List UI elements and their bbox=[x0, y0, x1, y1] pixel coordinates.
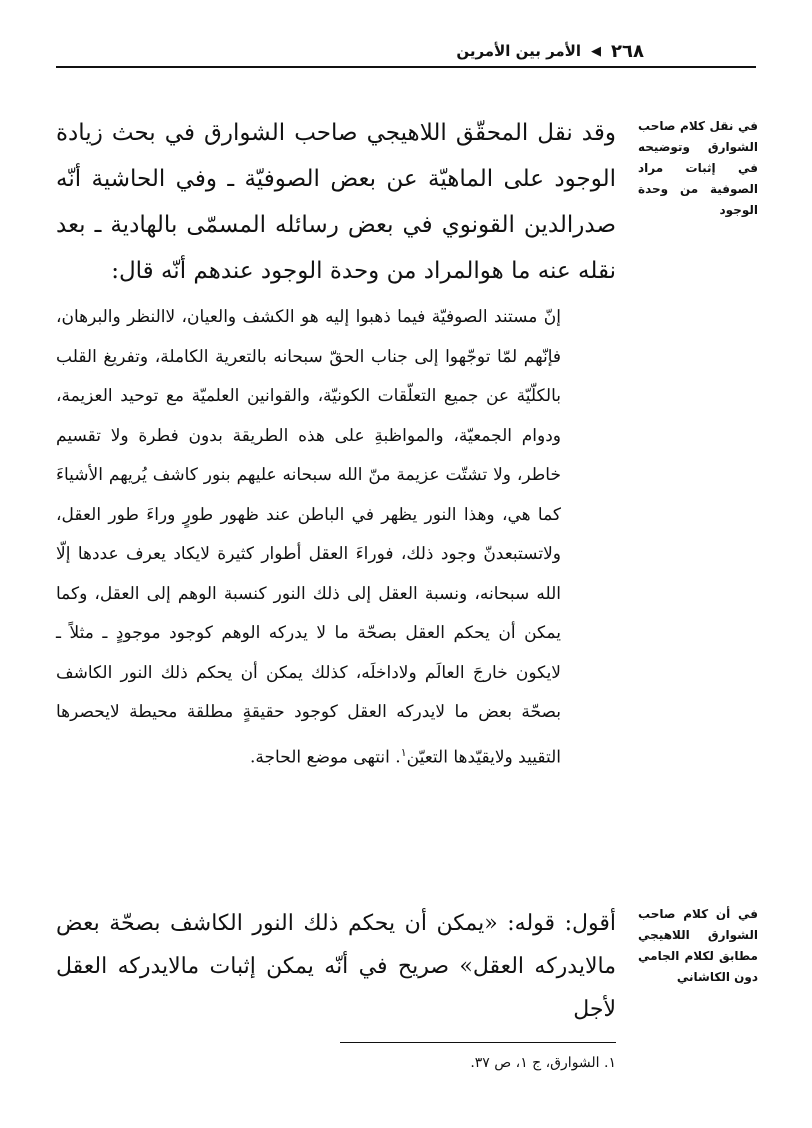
footnote: ١. الشوارق، ج ١، ص ٣٧. bbox=[470, 1055, 616, 1071]
page-header bbox=[134, 40, 644, 62]
body-paragraph-2: أقول: قوله: «يمكن أن يحكم ذلك النور الكاشف بصحّة بعض مالايدركه العقل» صريح في أنّه يمكن إثبات مالايدركه العقل لأجل bbox=[56, 911, 616, 1022]
arrow-left-icon: ◀ bbox=[591, 43, 602, 59]
footnote-reference[interactable]: ١ bbox=[400, 745, 407, 759]
quotation-end: . انتهى موضع الحاجة. bbox=[250, 747, 401, 768]
footnote-rule bbox=[340, 1042, 616, 1043]
margin-note-2: في أن كلام صاحب الشوارق اللاهيجي مطابق لكلام الجامي دون الكاشاني bbox=[638, 907, 758, 984]
running-title: الأمر بين الأمرين bbox=[456, 42, 582, 60]
header-rule bbox=[56, 66, 756, 68]
quotation-text: إنّ مستند الصوفيّة فيما ذهبوا إليه هو الكشف والعيان، لاالنظر والبرهان، فإنّهم لمّا توجّهوا إلى جناب الحقّ سبحانه بالتعرية الكاملة، وتفريغ القلب بالكلّيّة عن جميع التعلّقات الكونيّة، والقوانين العلميّة مع توحيد العزيمة، ودوام الجمعيّة، والمواظبةِ على هذه الطريقة بدون فطرة ولا تقسيم خاطر، ولا تشتّت عزيمة منّ الله سبحانه عليهم بنور كاشف يُريهم الأشياءَ كما هي، وهذا النور يظهر في الباطن عند ظهور طورٍ وراءَ طور العقل، ولاتستبعدنّ وجود ذلك، فوراءَ العقل أطوار كثيرة لايكاد يعرف عددها إلّا الله سبحانه، ونسبة العقل إلى ذلك النور كنسبة الوهم إلى العقل، وكما يمكن أن يحكم العقل بصحّة ما لا يدركه الوهم كوجود موجودٍ ـ مثلاً ـ لايكون خارجَ العالَم ولاداخلَه، كذلك يمكن أن يحكم ذلك النور الكاشف بصحّة بعض ما لايدركه العقل كوجود حقيقةٍ مطلقة محيطة لايحصرها التقييد ولايقيّدها التعيّن bbox=[56, 307, 561, 768]
margin-note-1: في نقل كلام صاحب الشوارق وتوضيحه في إثبات مراد الصوفية من وحدة الوجود bbox=[638, 119, 758, 217]
page-number: ٢٦٨ bbox=[611, 40, 644, 62]
quotation-block bbox=[56, 298, 561, 778]
body-paragraph-1: وقد نقل المحقّق اللاهيجي صاحب الشوارق في بحث زيادة الوجود على الماهيّة عن بعض الصوفيّة ـ وفي الحاشية أنّه صدرالدين القونوي في بعض رسائله المسمّى بالهادية ـ بعد نقله عنه ما هوالمراد من وحدة الوجود عندهم أنّه قال: bbox=[56, 120, 616, 284]
